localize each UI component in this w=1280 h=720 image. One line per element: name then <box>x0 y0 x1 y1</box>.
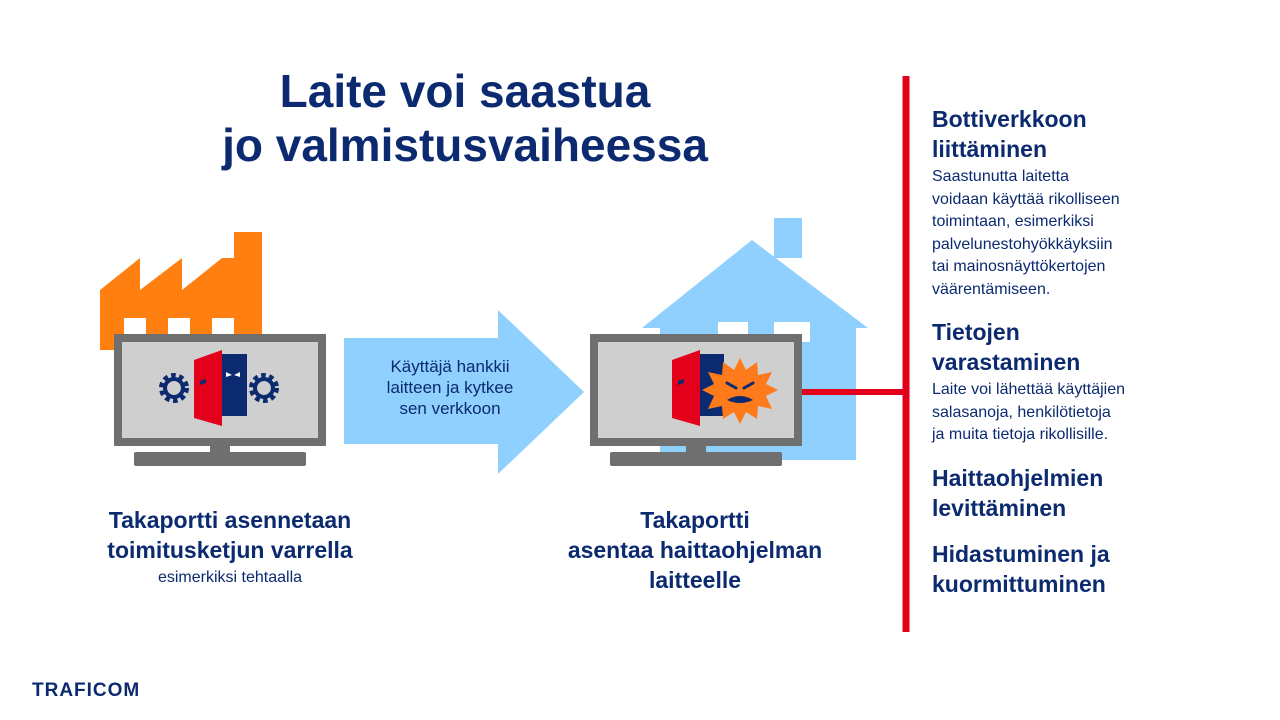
heading-line: liittäminen <box>932 136 1048 162</box>
description-line: salasanoja, henkilötietoja <box>932 403 1111 421</box>
heading-line: Tietojen <box>932 319 1020 345</box>
heading-line: levittäminen <box>932 494 1067 521</box>
right-caption-line-1: Takaportti <box>640 507 750 533</box>
consequence-data-theft <box>932 317 1232 447</box>
consequence-description <box>932 379 1232 447</box>
heading-line: kuormittuminen <box>932 570 1106 597</box>
arrow-label-line-3: sen verkkoon <box>399 399 501 418</box>
right-caption-line-3: laitteelle <box>648 567 742 593</box>
consequence-heading <box>932 317 1232 377</box>
description-line: Saastunutta laitetta <box>932 168 1069 185</box>
left-caption-line-2: toimitusketjun varrella <box>107 537 353 563</box>
arrow-label-line-2: laitteen ja kytkee <box>386 378 514 397</box>
arrow-label <box>352 356 548 419</box>
description-line: väärentämiseen. <box>932 280 1051 298</box>
description-line: Laite voi lähettää käyttäjien <box>932 381 1126 398</box>
door-icon <box>194 350 222 426</box>
description-line: ja muita tietoja rikollisille. <box>932 426 1109 443</box>
consequence-description <box>932 166 1232 301</box>
title-line-1: Laite voi saastua <box>279 65 651 117</box>
arrow-label-line-1: Käyttäjä hankkii <box>390 357 510 376</box>
heading-line: Haittaohjelmien <box>932 464 1104 491</box>
right-caption-heading <box>525 505 865 595</box>
title-line-2: jo valmistusvaiheessa <box>222 119 708 171</box>
heading-line: Bottiverkkoon <box>932 106 1087 132</box>
right-caption-line-2: asentaa haittaohjelman <box>567 537 823 563</box>
heading-line: varastaminen <box>932 349 1081 375</box>
consequence-slowdown <box>932 539 1232 599</box>
consequence-heading <box>932 463 1232 523</box>
consequence-heading <box>932 539 1232 599</box>
left-caption <box>70 505 390 589</box>
consequence-list <box>932 104 1232 615</box>
description-line: tai mainosnäyttökertojen <box>932 258 1106 275</box>
consequence-malware-spread <box>932 463 1232 523</box>
traficom-logo: TRAFICOM <box>32 680 141 701</box>
consequence-heading <box>932 104 1232 164</box>
left-caption-sub: esimerkiksi tehtaalla <box>157 569 303 586</box>
description-line: toimintaan, esimerkiksi <box>932 213 1094 230</box>
heading-line: Hidastuminen ja <box>932 540 1110 567</box>
right-caption <box>525 505 865 595</box>
left-caption-line-1: Takaportti asennetaan <box>108 507 352 533</box>
hacker-icon <box>219 354 247 416</box>
description-line: voidaan käyttää rikolliseen <box>932 190 1120 208</box>
description-line: palvelunestohyökkäyksiin <box>932 235 1113 253</box>
left-caption-heading <box>70 505 390 565</box>
consequence-botnet <box>932 104 1232 301</box>
